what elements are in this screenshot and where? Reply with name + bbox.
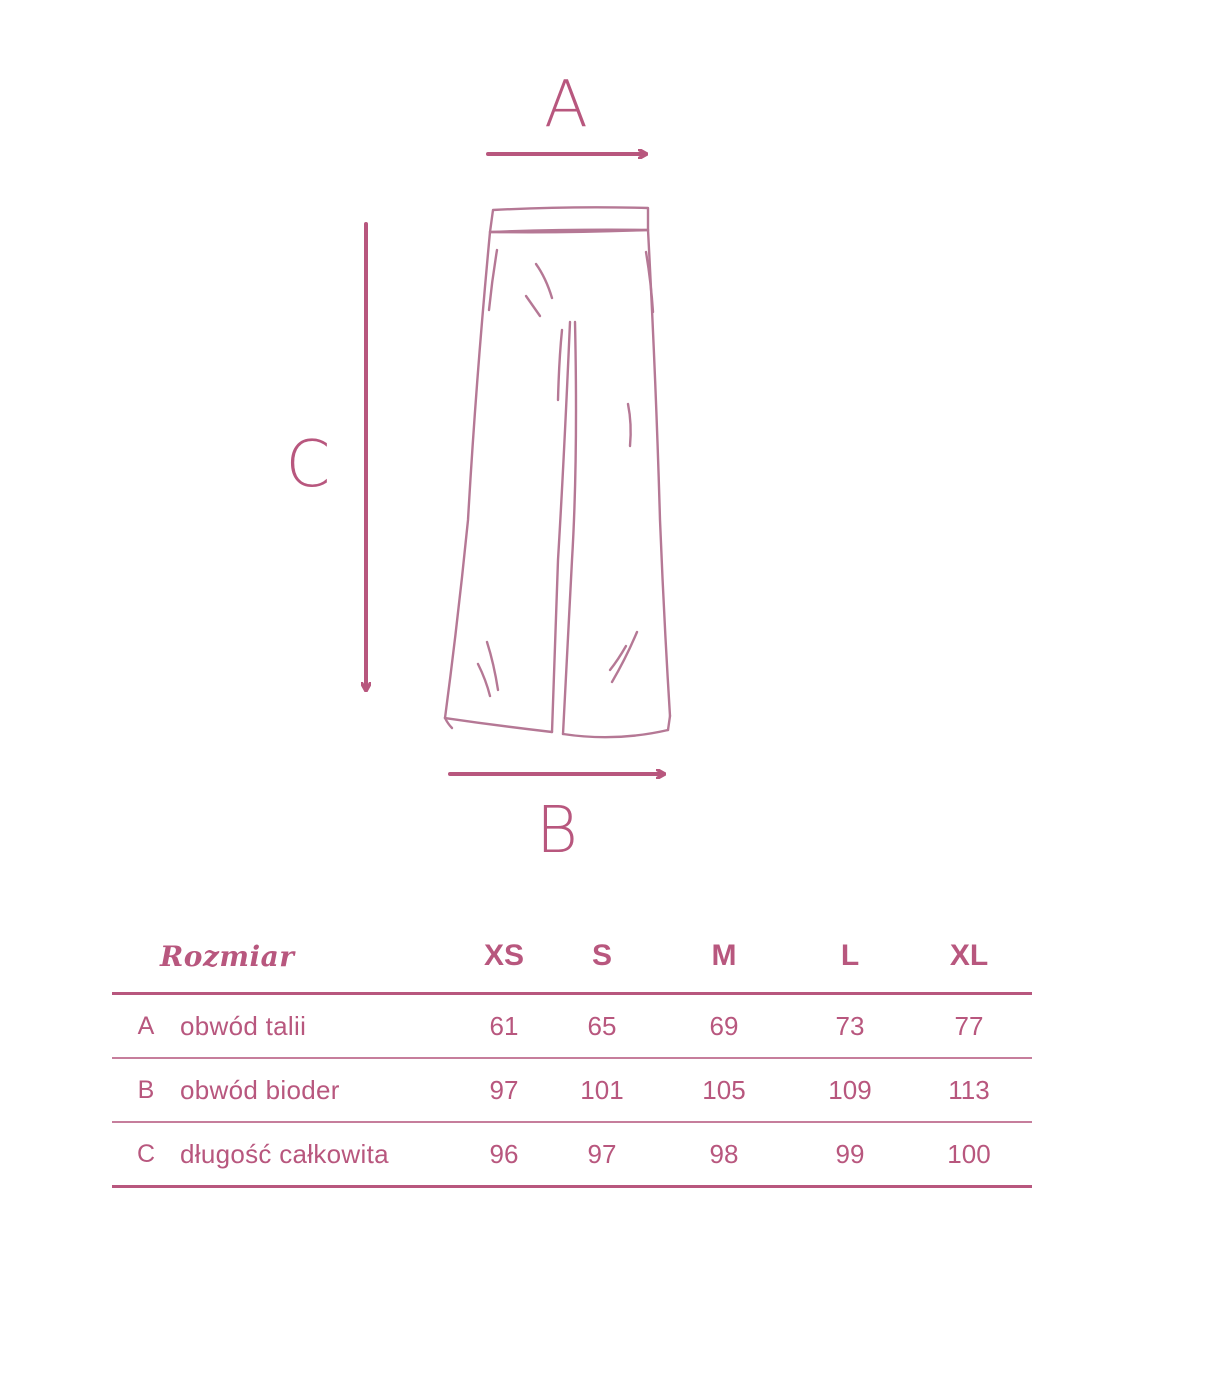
value-cell: 65 (550, 994, 654, 1059)
size-xl: XL (949, 939, 989, 972)
size-xs: XS (483, 939, 525, 972)
row-letter: C (112, 1122, 180, 1187)
row-letter: B (112, 1058, 180, 1122)
row-label: obwód bioder (180, 1058, 458, 1122)
value-cell: 77 (906, 994, 1032, 1059)
value-cell: 97 (550, 1122, 654, 1187)
label-a: A (544, 68, 588, 142)
table-row (112, 1058, 1032, 1122)
label-b: B (536, 794, 578, 868)
label-c: C (285, 428, 331, 502)
table-row (112, 1122, 1032, 1187)
value-cell: 109 (794, 1058, 906, 1122)
value-cell: 100 (906, 1122, 1032, 1187)
value-cell: 69 (654, 994, 794, 1059)
value-cell: 101 (550, 1058, 654, 1122)
value-cell: 97 (458, 1058, 550, 1122)
value-cell: 113 (906, 1058, 1032, 1122)
size-s: S (591, 939, 612, 972)
row-letter: A (112, 994, 180, 1059)
size-l: L (840, 939, 860, 972)
row-label: obwód talii (180, 994, 458, 1059)
table-row (112, 994, 1032, 1059)
value-cell: 61 (458, 994, 550, 1059)
value-cell: 99 (794, 1122, 906, 1187)
pants-sketch (445, 207, 670, 737)
size-m: M (711, 939, 737, 972)
value-cell: 73 (794, 994, 906, 1059)
value-cell: 98 (654, 1122, 794, 1187)
value-cell: 96 (458, 1122, 550, 1187)
size-table (112, 920, 1032, 1188)
row-label: długość całkowita (180, 1122, 458, 1187)
value-cell: 105 (654, 1058, 794, 1122)
size-header-label: Rozmiar (160, 939, 295, 973)
size-header-row (112, 920, 1032, 994)
